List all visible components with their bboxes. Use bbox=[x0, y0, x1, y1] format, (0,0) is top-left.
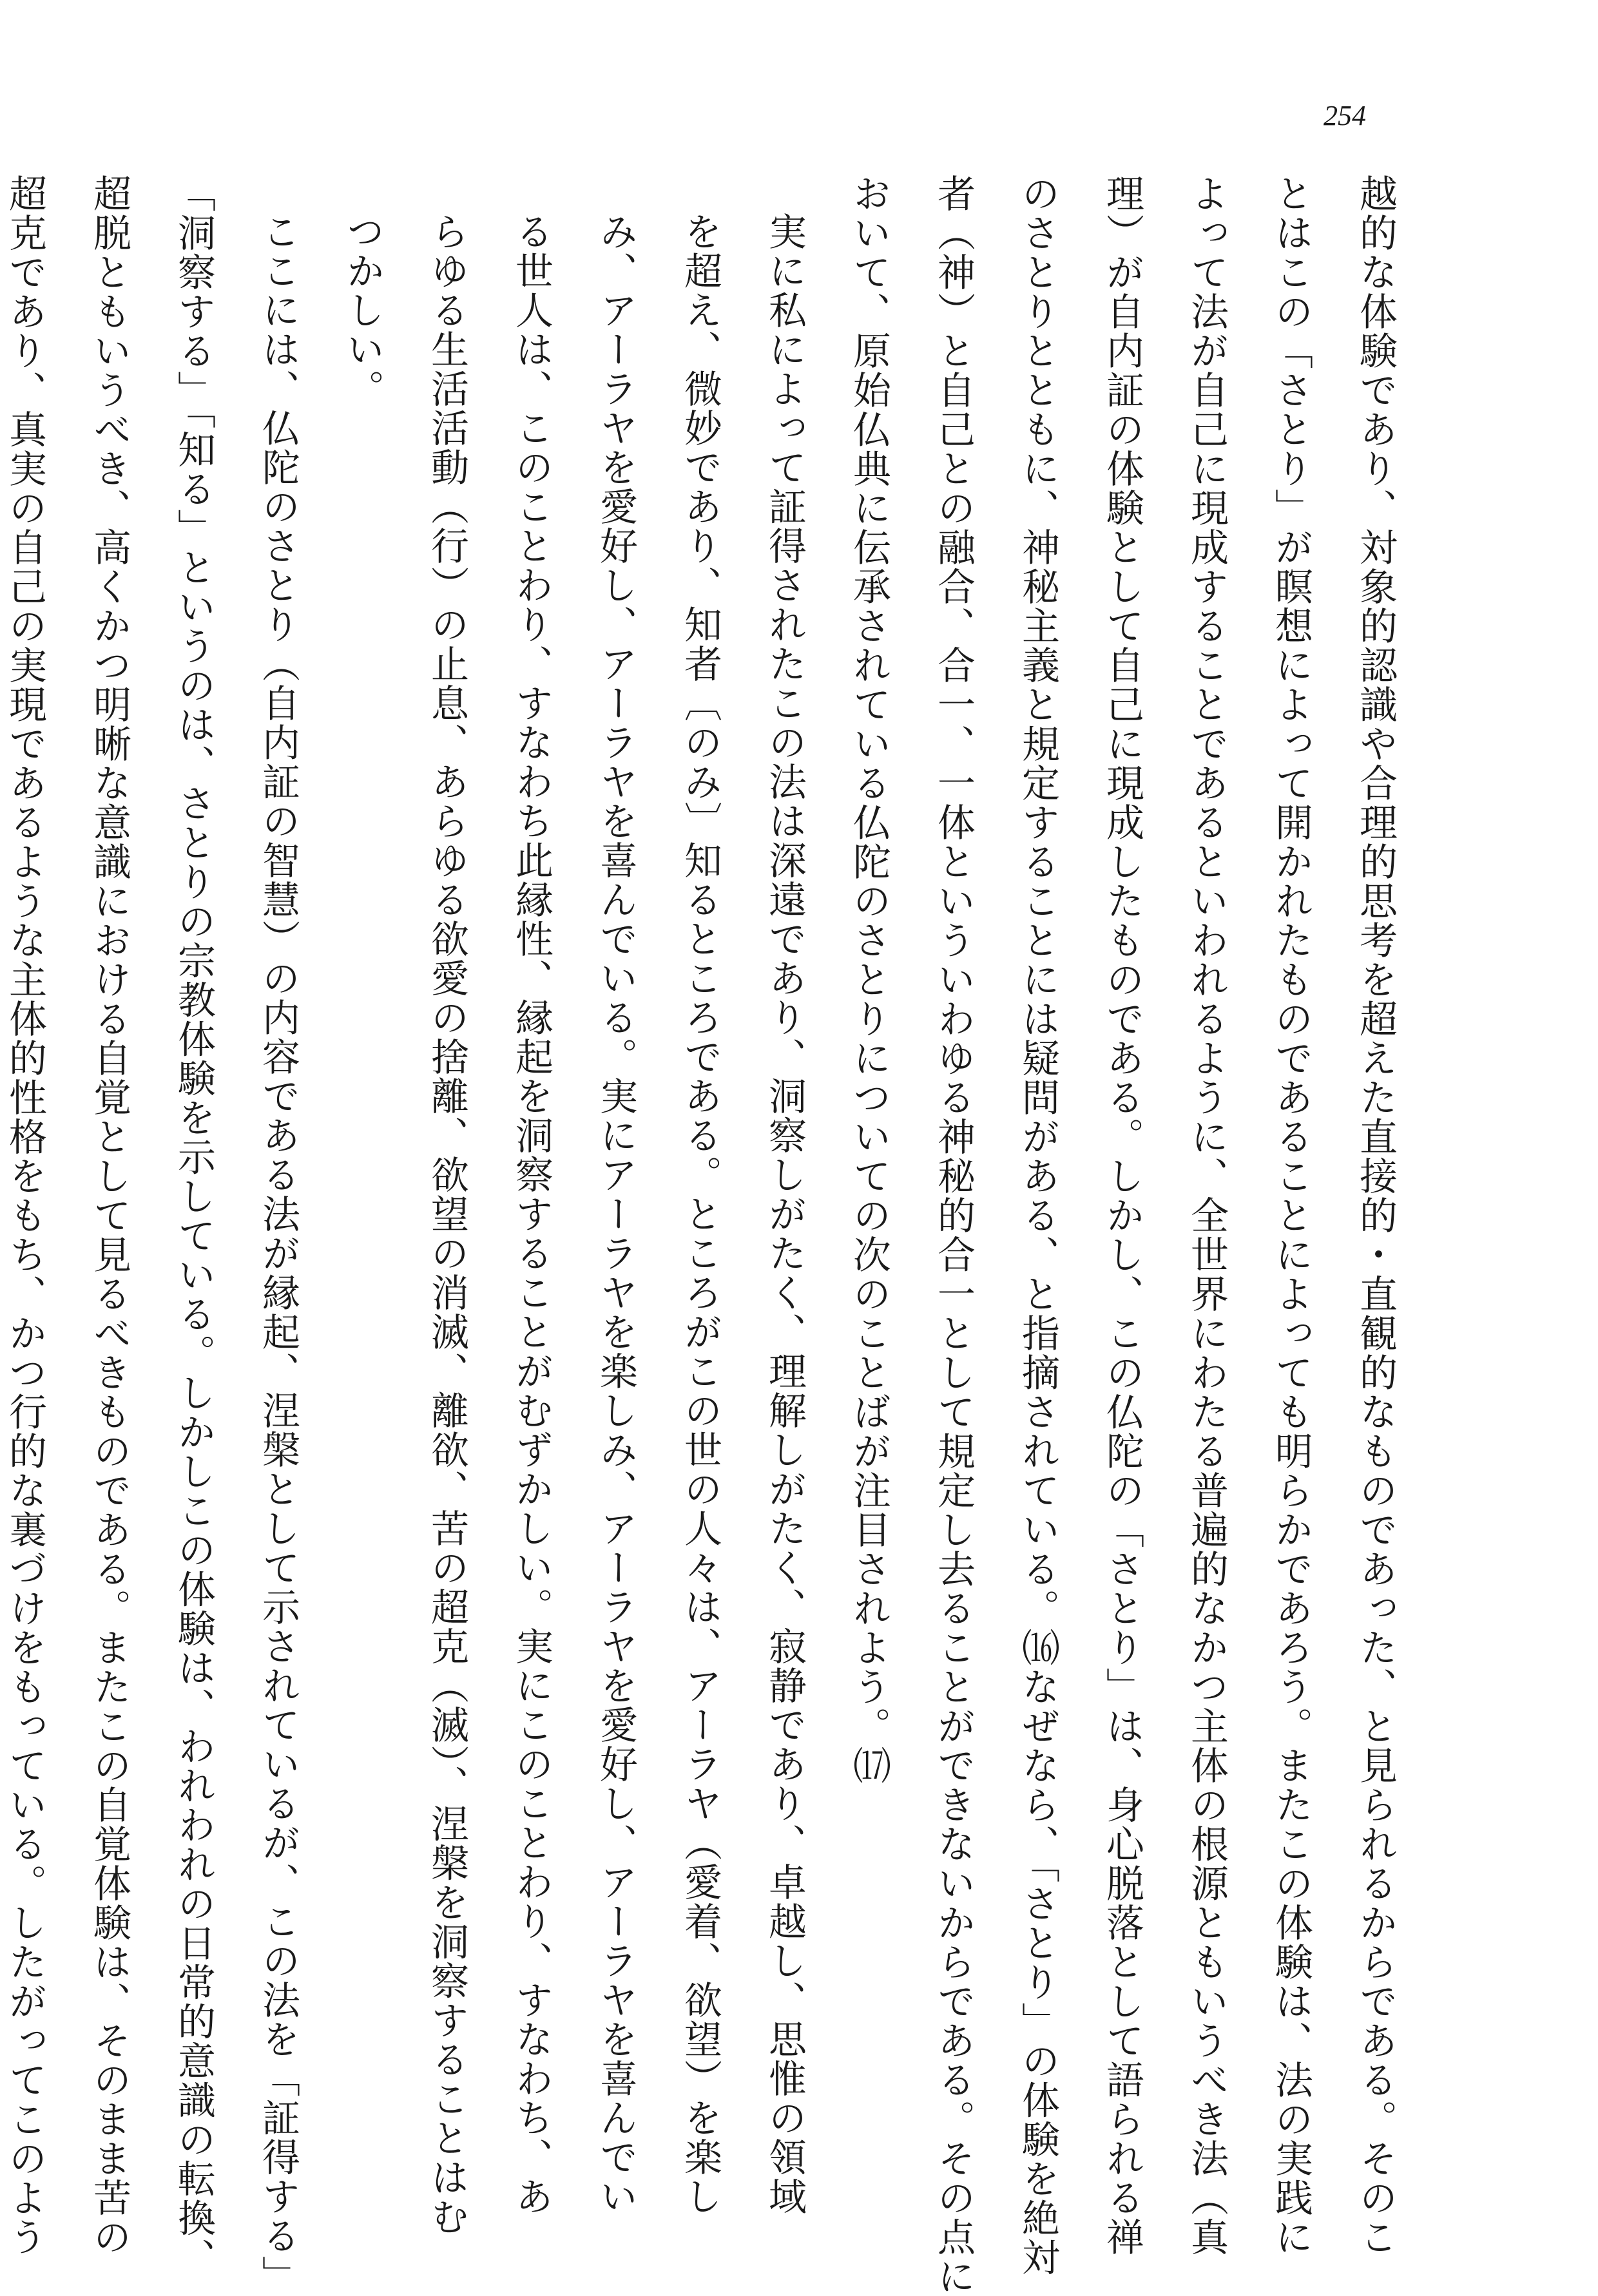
text-line-4: 理）が自内証の体験として自己に現成したものである。しかし、この仏陀の「さとり」は、身心脱落として語られる禅 bbox=[1100, 174, 1144, 2257]
text-line-15: 「洞察する」「知る」というのは、さとりの宗教体験を示している。しかしこの体験は、われわれの日常的意識の転換、 bbox=[171, 174, 216, 2277]
quote-line-3: み、アーラヤを愛好し、アーラヤを喜んでいる。実にアーラヤを楽しみ、アーラヤを愛好し、アーラヤを喜んでい bbox=[593, 212, 638, 2216]
paragraph-start-line: ここには、仏陀のさとり（自内証の智慧）の内容である法が縁起、涅槃として示されているが、この法を「証得する」 bbox=[256, 212, 300, 2295]
text-line-2: とはこの「さとり」が瞑想によって開かれたものであることによっても明らかであろう。またこの体験は、法の実践に bbox=[1269, 174, 1313, 2257]
quote-line-2: を超え、微妙であり、知者〔のみ〕知るところである。ところがこの世の人々は、アーラヤ（愛着、欲望）を楽し bbox=[678, 212, 722, 2216]
text-line-7: おいて、原始仏典に伝承されている仏陀のさとりについての次のことばが注目されよう。⒄ bbox=[847, 174, 891, 1785]
document-body bbox=[3, 174, 1418, 2296]
text-line-17: 超克であり、真実の自己の実現であるような主体的性格をもち、かつ行的な裏づけをもっている。したがってこのよう bbox=[3, 174, 47, 2257]
page-number: 254 bbox=[1324, 100, 1366, 131]
text-line-16: 超脱ともいうべき、高くかつ明晰な意識における自覚として見るべきものである。またこの自覚体験は、そのまま苦の bbox=[87, 174, 131, 2257]
quote-line-1: 実に私によって証得されたこの法は深遠であり、洞察しがたく、理解しがたく、寂静であり、卓越し、思惟の領域 bbox=[762, 212, 807, 2216]
text-line-1: 越的な体験であり、対象的認識や合理的思考を超えた直接的・直観的なものであった、と見られるからである。そのこ bbox=[1353, 174, 1398, 2257]
quote-line-5: らゆる生活活動（行）の止息、あらゆる欲愛の捨離、欲望の消滅、離欲、苦の超克（滅）、涅槃を洞察することはむ bbox=[425, 212, 469, 2237]
text-line-5: のさとりとともに、神秘主義と規定することには疑問がある、と指摘されている。⒃なぜなら、「さとり」の体験を絶対 bbox=[1016, 174, 1060, 2277]
quote-line-6: つかしい。 bbox=[340, 212, 385, 408]
text-line-3: よって法が自己に現成することであるといわれるように、全世界にわたる普遍的なかつ主体の根源ともいうべき法（真 bbox=[1184, 174, 1229, 2257]
quote-line-4: る世人は、このことわり、すなわち此縁性、縁起を洞察することがむずかしい。実にこのことわり、すなわち、あ bbox=[509, 212, 554, 2216]
text-line-6: 者（神）と自己との融合、合一、一体といういわゆる神秘的合一として規定し去ることができないからである。その点に bbox=[931, 174, 976, 2296]
